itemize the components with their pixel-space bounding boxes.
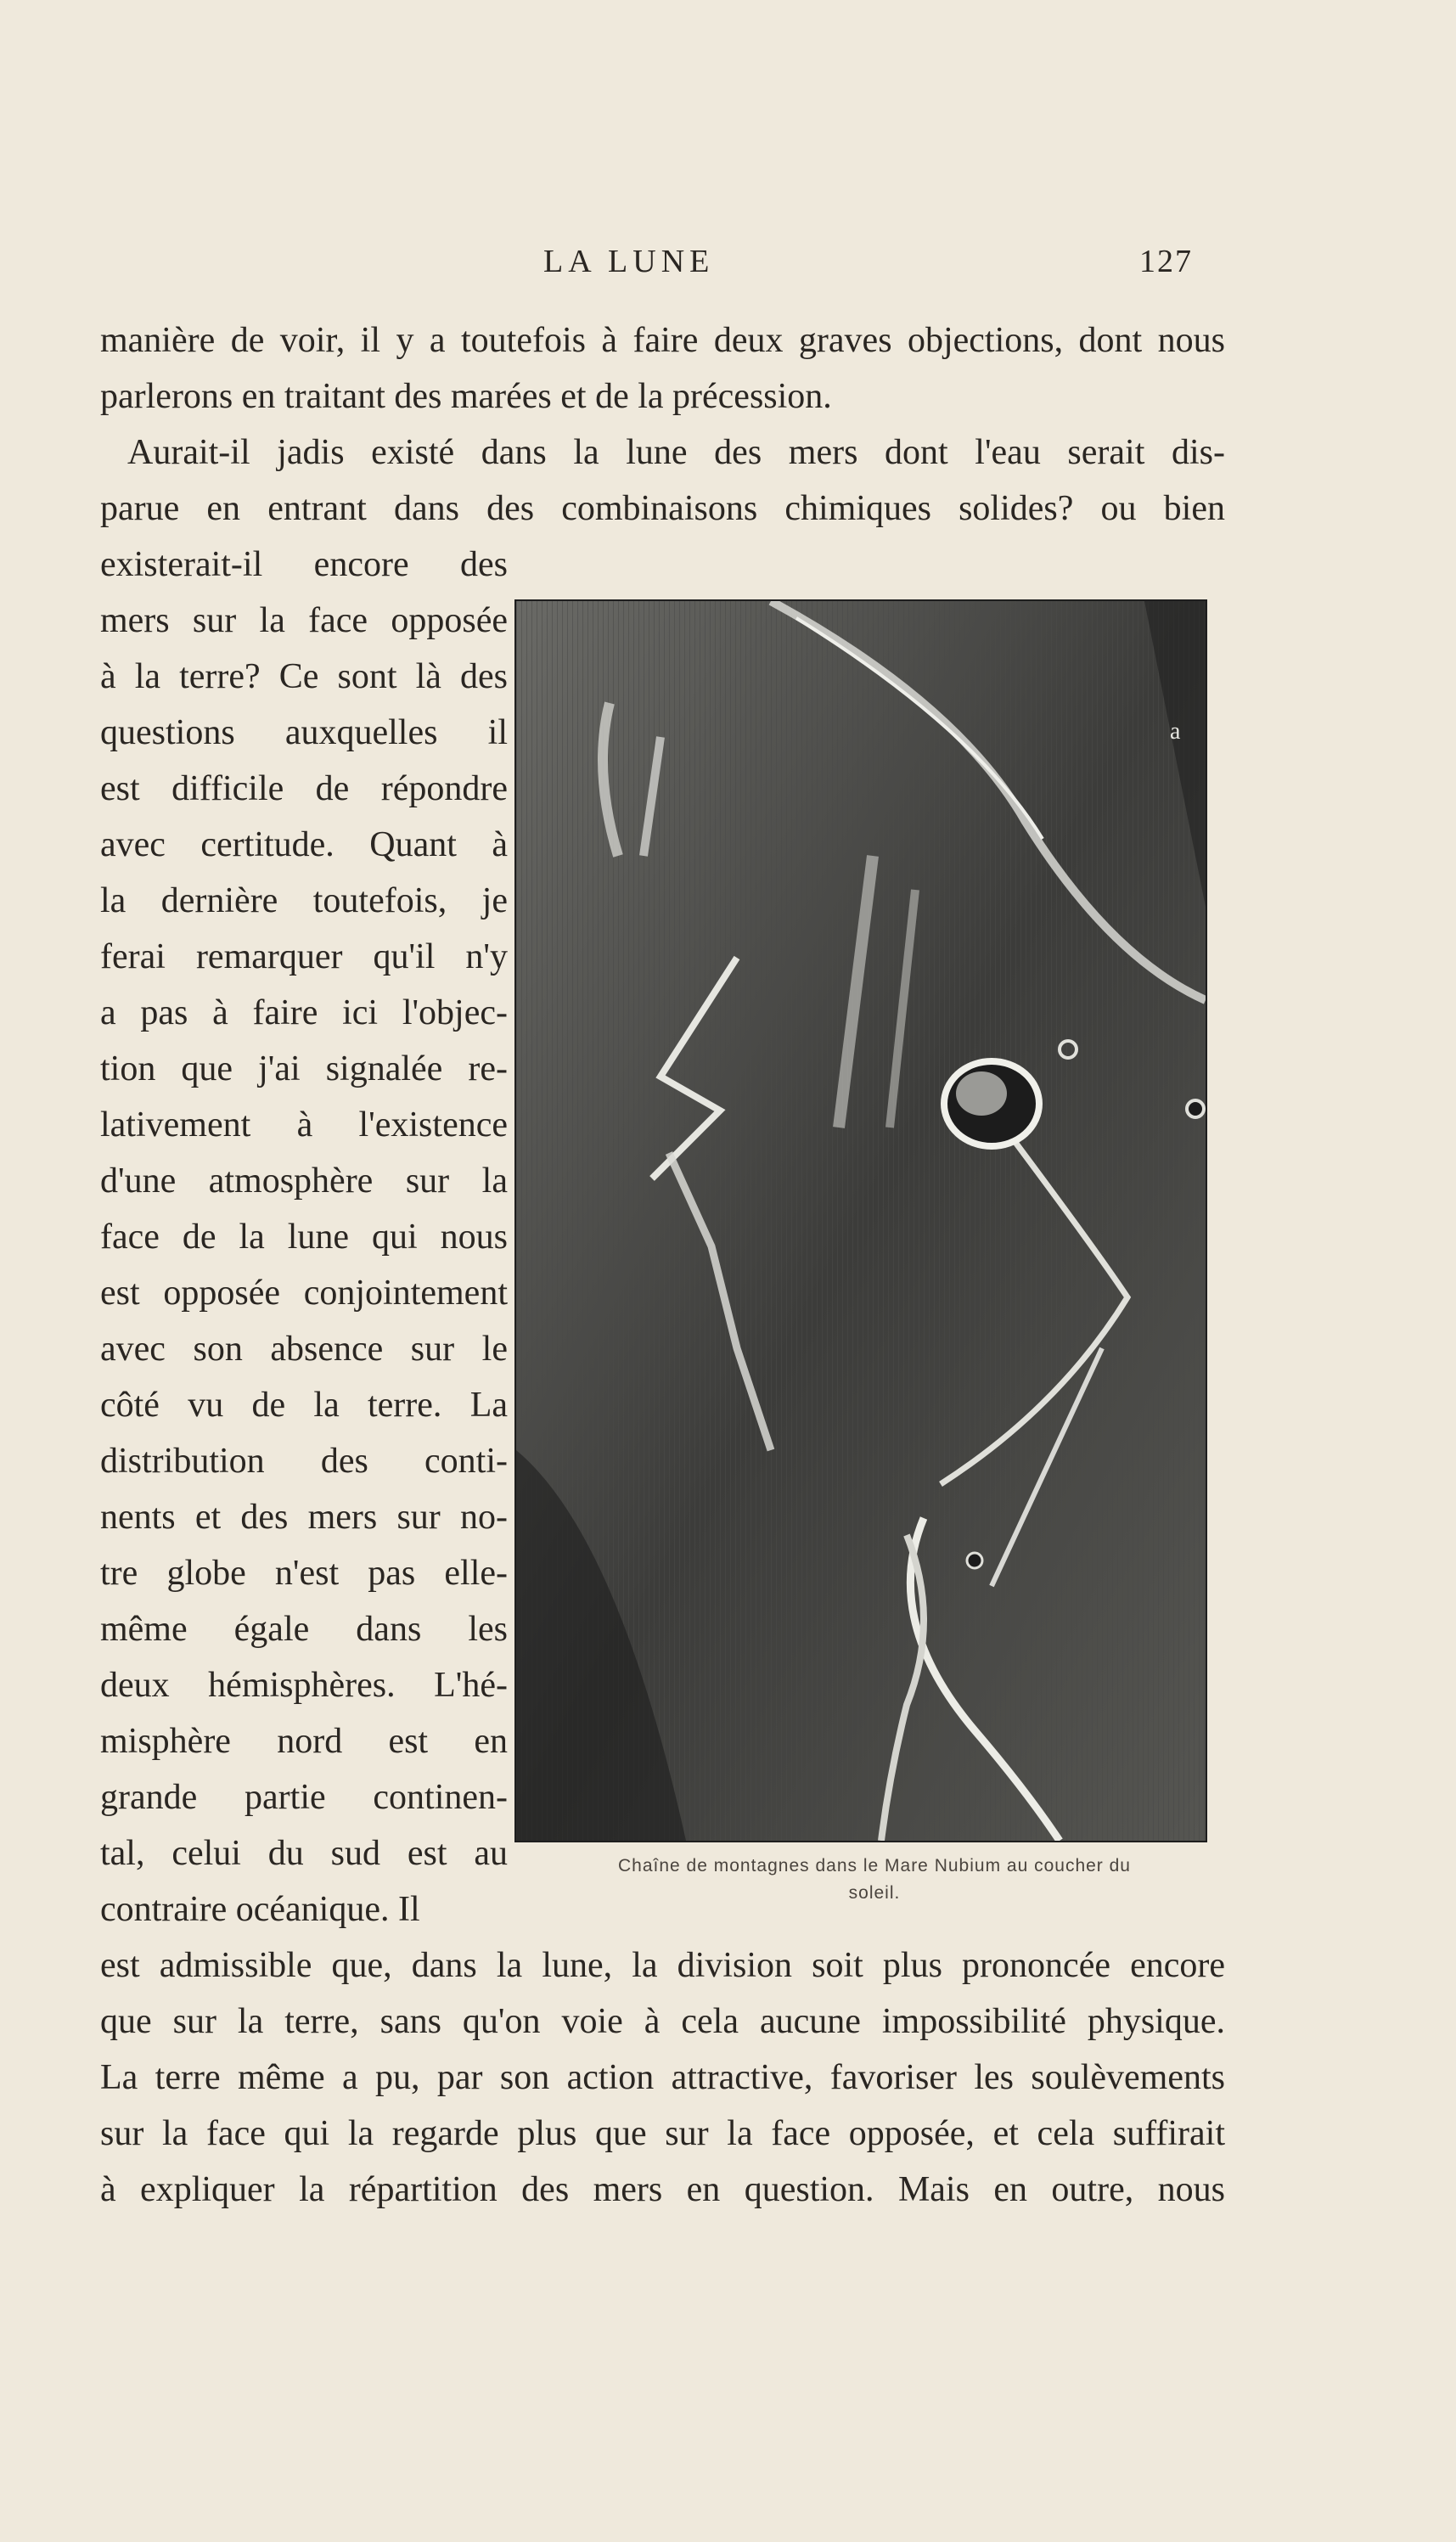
side-line: tre globe n'est pas elle- <box>100 1554 508 1593</box>
lunar-engraving <box>516 601 1206 1841</box>
side-line: même égale dans les <box>100 1610 508 1649</box>
side-line: avec son absence sur le <box>100 1330 508 1369</box>
body-line: est admissible que, dans la lune, la division soit plus prononcée encore <box>100 1946 1225 1985</box>
side-line: à la terre? Ce sont là des <box>100 657 508 696</box>
body-line: à expliquer la répartition des mers en question. Mais en outre, nous <box>100 2170 1225 2209</box>
body-line: manière de voir, il y a toutefois à faire deux graves objections, dont nous <box>100 321 1225 360</box>
engraving-artwork <box>516 601 1206 1841</box>
figure-caption: Chaîne de montagnes dans le Mare Nubium au coucher du soleil. <box>617 1856 1131 1903</box>
side-line: la dernière toutefois, je <box>100 881 508 920</box>
side-line: contraire océanique. Il <box>100 1890 420 1929</box>
side-line: tion que j'ai signalée re- <box>100 1049 508 1088</box>
side-line: ferai remarquer qu'il n'y <box>100 937 508 976</box>
body-line: Aurait-il jadis existé dans la lune des mers dont l'eau serait dis- <box>127 433 1225 472</box>
side-line: est opposée conjointement <box>100 1274 508 1313</box>
side-line: existerait-il encore des <box>100 545 508 584</box>
side-line: grande partie continen- <box>100 1778 508 1817</box>
side-line: mers sur la face opposée <box>100 601 508 640</box>
side-line: deux hémisphères. L'hé- <box>100 1666 508 1705</box>
side-line: questions auxquelles il <box>100 713 508 752</box>
body-line: parue en entrant dans des combinaisons chimiques solides? ou bien <box>100 489 1225 528</box>
side-line: tal, celui du sud est au <box>100 1834 508 1873</box>
running-head-title: LA LUNE <box>543 244 715 279</box>
side-line: avec certitude. Quant à <box>100 825 508 864</box>
side-line: est difficile de répondre <box>100 769 508 808</box>
side-line: distribution des conti- <box>100 1442 508 1481</box>
body-line: parlerons en traitant des marées et de la précession. <box>100 377 832 416</box>
side-line: côté vu de la terre. La <box>100 1386 508 1425</box>
body-line: La terre même a pu, par son action attractive, favoriser les soulèvements <box>100 2058 1225 2097</box>
page-number: 127 <box>1139 244 1193 279</box>
side-line: a pas à faire ici l'objec- <box>100 993 508 1032</box>
side-line: face de la lune qui nous <box>100 1218 508 1257</box>
side-line: misphère nord est en <box>100 1722 508 1761</box>
side-line: d'une atmosphère sur la <box>100 1161 508 1201</box>
body-line: sur la face qui la regarde plus que sur la face opposée, et cela suffirait <box>100 2114 1225 2153</box>
side-line: nents et des mers sur no- <box>100 1498 508 1537</box>
body-line: que sur la terre, sans qu'on voie à cela aucune impossibilité physique. <box>100 2002 1225 2041</box>
figure-letter: a <box>1170 718 1181 745</box>
side-line: lativement à l'existence <box>100 1105 508 1144</box>
